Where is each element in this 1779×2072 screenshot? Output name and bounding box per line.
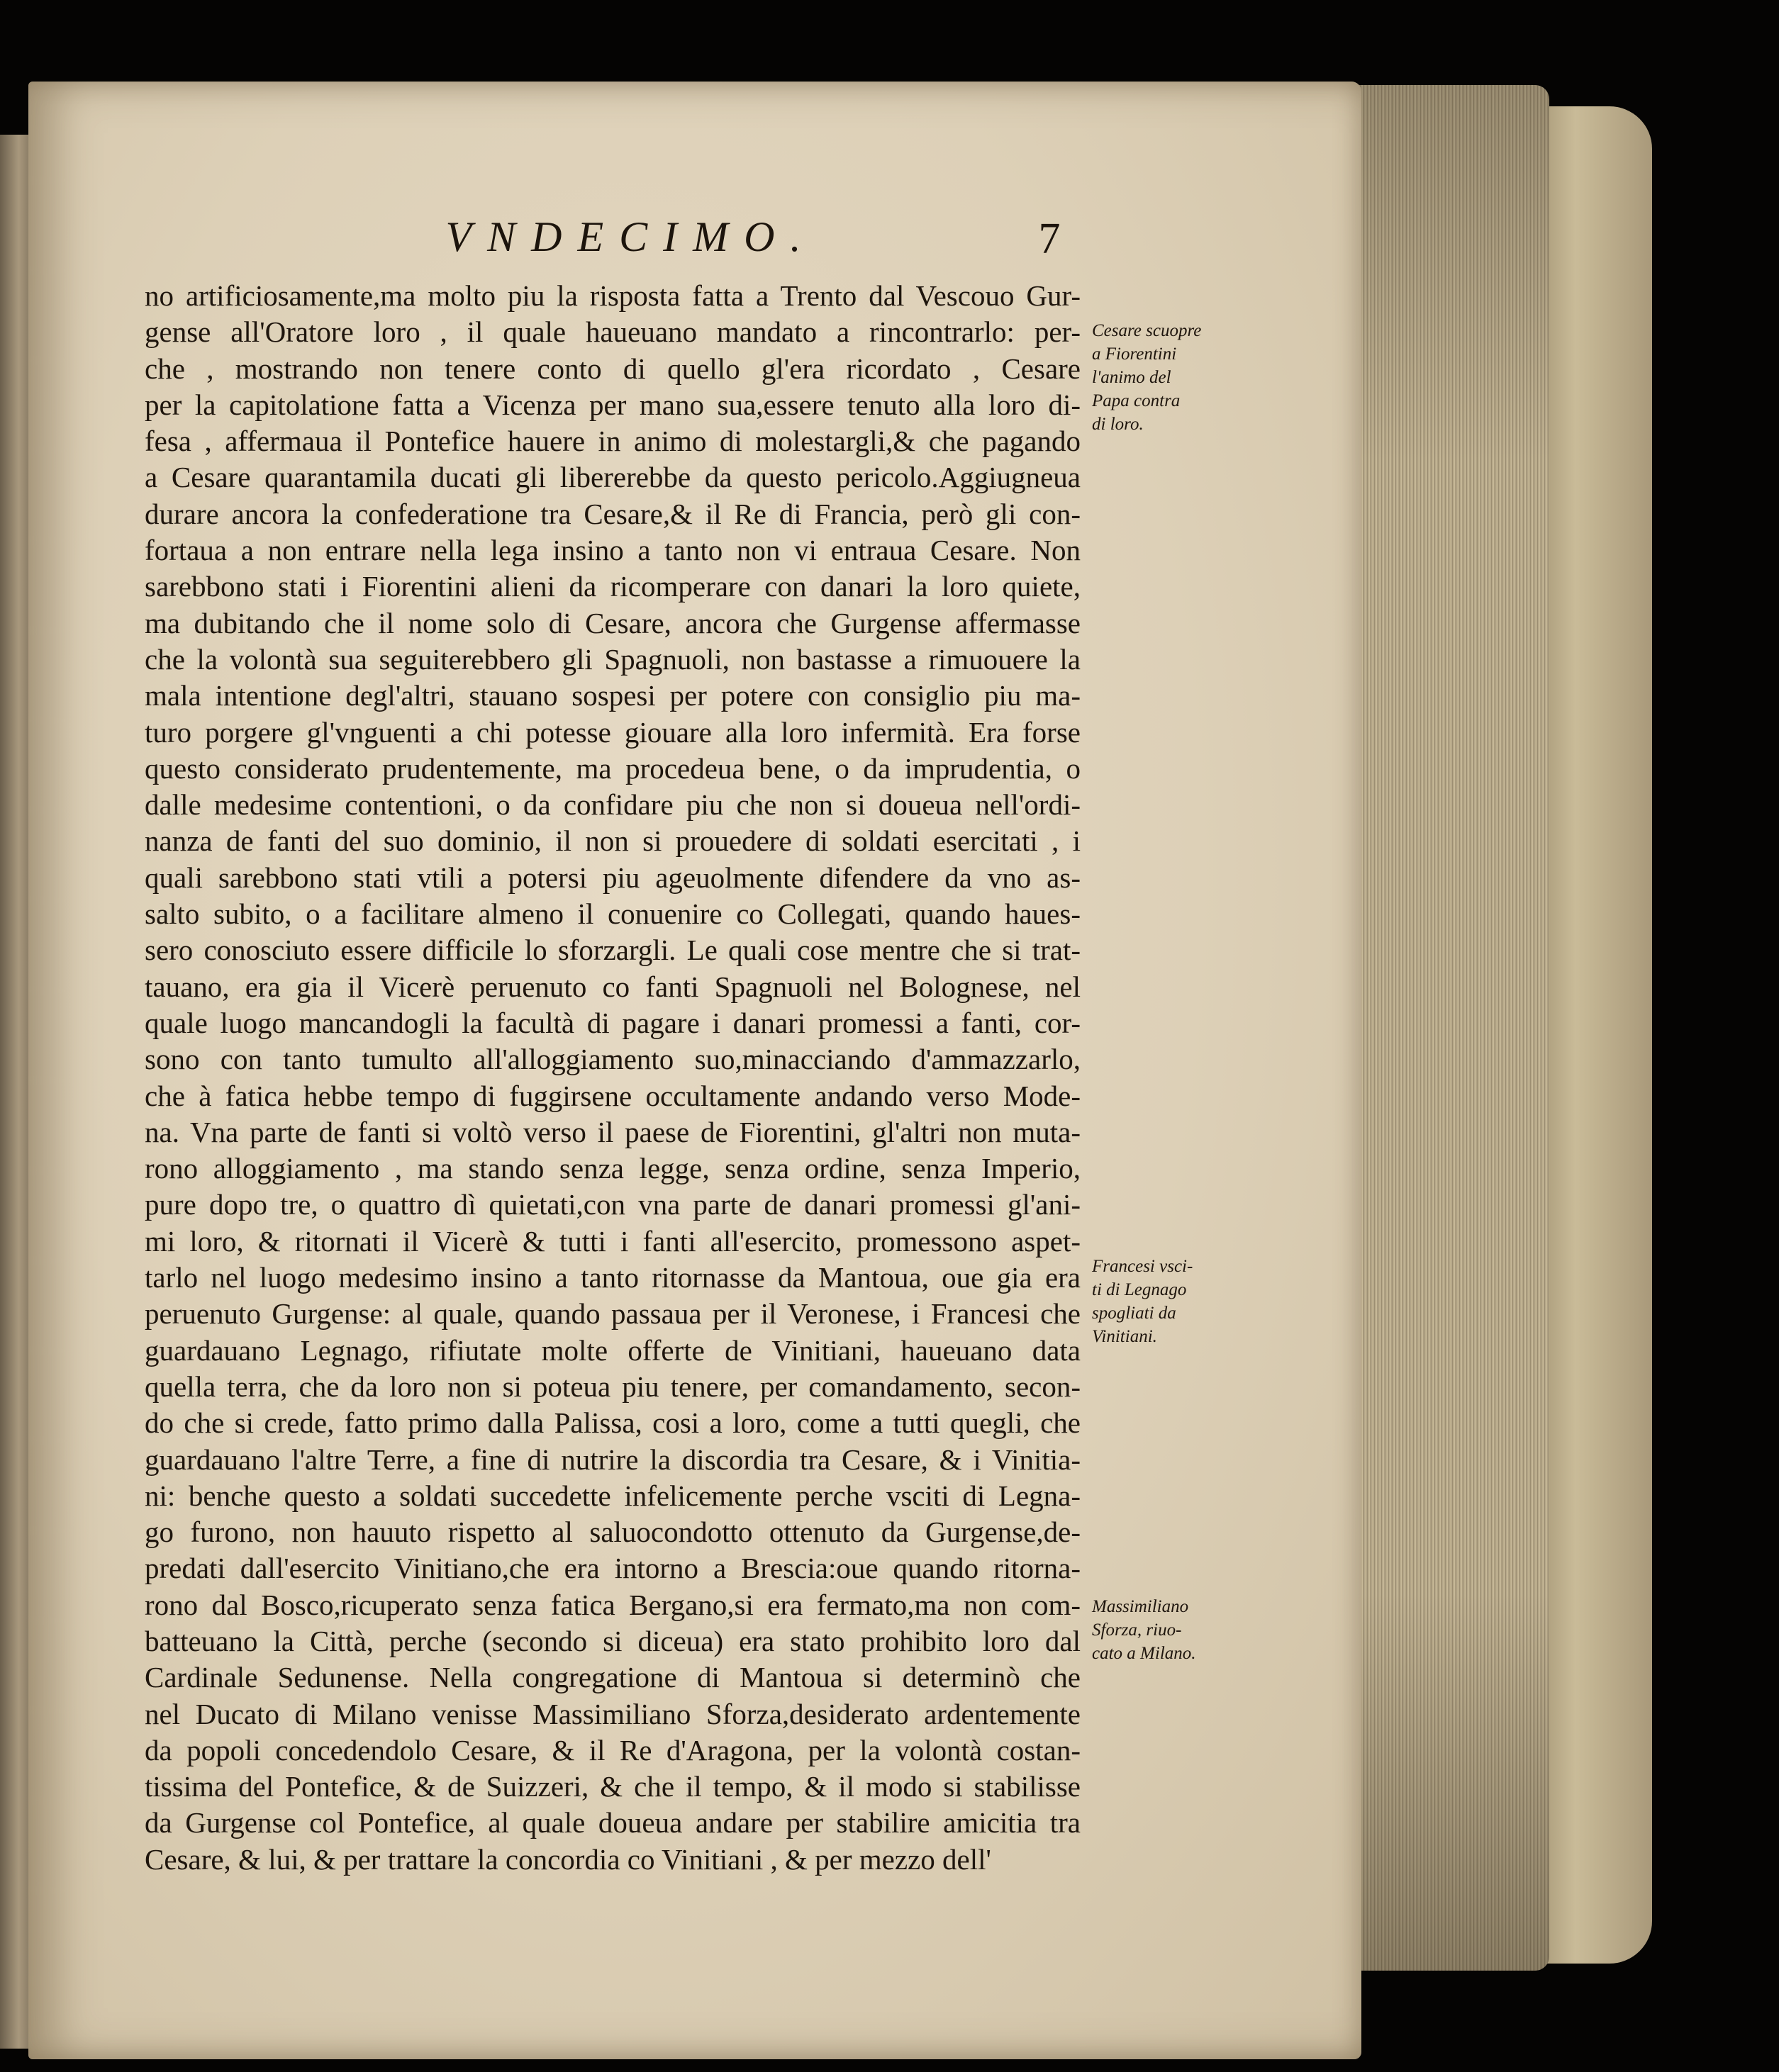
text-line: peruenuto Gurgense: al quale, quando passaua per il Veronese, i Francesi che (145, 1297, 1081, 1331)
note-line: cato a Milano. (1092, 1644, 1196, 1663)
text-line: fortaua a non entrare nella lega insino a tanto non vi entraua Cesare. Non (145, 534, 1081, 567)
text-line: ni: benche questo a soldati succedette infelicemente perche vsciti di Legna- (145, 1479, 1081, 1512)
text-line: tissima del Pontefice, & de Suizzeri, & che il tempo, & il modo si stabilisse (145, 1770, 1081, 1803)
page-number: 7 (1038, 215, 1061, 263)
text-line: ma dubitando che il nome solo di Cesare, ancora che Gurgense affermasse (145, 606, 1081, 639)
text-line: che la volontà sua seguiterebbero gli Spagnuoli, non bastasse a rimuouere la (145, 642, 1081, 676)
text-line: rono alloggiamento , ma stando senza legge, senza ordine, senza Imperio, (145, 1152, 1081, 1185)
text-line: tarlo nel luogo medesimo insino a tanto ritornasse da Mantoua, oue gia era (145, 1261, 1081, 1294)
text-line: batteuano la Città, perche (secondo si diceua) era stato prohibito loro dal (145, 1624, 1081, 1657)
text-line: guardauano l'altre Terre, a fine di nutrire la discordia tra Cesare, & i Vinitia- (145, 1443, 1081, 1476)
text-line: mala intentione degl'altri, stauano sospesi per potere con consiglio piu ma- (145, 679, 1081, 712)
text-line: gense all'Oratore loro , il quale haueuano mandato a rincontrarlo: per- (145, 315, 1081, 349)
note-line: a Fiorentini (1092, 345, 1177, 364)
text-line: che à fatica hebbe tempo di fuggirsene occultamente andando verso Mode- (145, 1079, 1081, 1112)
note-line: Papa contra (1092, 391, 1181, 410)
text-line: dalle medesime contentioni, o da confidare piu che non si doueua nell'ordi- (145, 788, 1081, 822)
note-line: l'animo del (1092, 368, 1171, 387)
text-line: quale luogo mancandogli la facultà di pagare i danari promessi a fanti, cor- (145, 1006, 1081, 1039)
text-line: per la capitolatione fatta a Vicenza per mano sua,essere tenuto alla loro di- (145, 388, 1081, 421)
marginal-note-1 (1092, 319, 1205, 436)
body-text (145, 278, 1081, 1878)
text-line: che , mostrando non tenere conto di quello gl'era ricordato , Cesare (145, 352, 1081, 385)
note-line: Sforza, riuo- (1092, 1620, 1182, 1640)
note-line: Massimiliano (1092, 1597, 1189, 1616)
running-head: VNDECIMO. (445, 213, 817, 260)
text-line: sarebbono stati i Fiorentini alieni da ricomperare con danari la loro quiete, (145, 570, 1081, 603)
text-line: nanza de fanti del suo dominio, il non si prouedere di soldati esercitati , i (145, 824, 1081, 858)
text-line: sono con tanto tumulto all'alloggiamento suo,minacciando d'ammazzarlo, (145, 1043, 1081, 1076)
text-line: no artificiosamente,ma molto piu la risposta fatta a Trento dal Vescouo Gur- (145, 279, 1081, 312)
text-line: do che si crede, fatto primo dalla Palissa, cosi a loro, come a tutti quegli, che (145, 1406, 1081, 1440)
text-line: pure dopo tre, o quattro dì quietati,con vna parte de danari promessi gl'ani- (145, 1188, 1081, 1221)
note-line: Francesi vsci- (1092, 1257, 1193, 1276)
text-line: Cesare, & lui, & per trattare la concordia co Vinitiani , & per mezzo dell' (145, 1842, 991, 1876)
text-line: sero conosciuto essere difficile lo sforzargli. Le quali cose mentre che si trat- (145, 934, 1081, 967)
note-line: di loro. (1092, 415, 1144, 434)
text-line: fesa , affermaua il Pontefice hauere in animo di molestargli,& che pagando (145, 425, 1081, 458)
text-line: predati dall'esercito Vinitiano,che era intorno a Brescia:oue quando ritorna- (145, 1552, 1081, 1585)
note-line: Vinitiani. (1092, 1327, 1157, 1346)
text-line: durare ancora la confederatione tra Cesare,& il Re di Francia, però gli con- (145, 497, 1081, 530)
text-line: da Gurgense col Pontefice, al quale doueua andare per stabilire amicitia tra (145, 1806, 1081, 1839)
note-line: Cesare scuopre (1092, 321, 1202, 340)
marginal-note-3 (1092, 1595, 1205, 1665)
text-line: turo porgere gl'vnguenti a chi potesse giouare alla loro infermità. Era forse (145, 715, 1081, 749)
text-line: guardauano Legnago, rifiutate molte offerte de Vinitiani, haueuano data (145, 1333, 1081, 1367)
text-line: quella terra, che da loro non si poteua piu tenere, per comandamento, secon- (145, 1370, 1081, 1403)
text-line: go furono, non hauuto rispetto al saluocondotto ottenuto da Gurgense,de- (145, 1516, 1081, 1549)
text-line: a Cesare quarantamila ducati gli libererebbe da questo pericolo.Aggiugneua (145, 461, 1081, 494)
note-line: spogliati da (1092, 1304, 1176, 1323)
text-line: na. Vna parte de fanti si voltò verso il paese de Fiorentini, gl'altri non muta- (145, 1115, 1081, 1148)
text-line: quali sarebbono stati vtili a potersi piu ageuolmente difendere da vno as- (145, 861, 1081, 894)
text-line: da popoli concedendolo Cesare, & il Re d'Aragona, per la volontà costan- (145, 1733, 1081, 1766)
text-line: mi loro, & ritornati il Vicerè & tutti i fanti all'esercito, promessono aspet- (145, 1224, 1081, 1258)
note-line: ti di Legnago (1092, 1280, 1187, 1299)
fore-edge-shading (1344, 85, 1549, 1971)
marginal-note-2 (1092, 1255, 1205, 1348)
text-line: Cardinale Sedunense. Nella congregatione di Mantoua si determinò che (145, 1661, 1081, 1694)
text-line: salto subito, o a facilitare almeno il conuenire co Collegati, quando haues- (145, 897, 1081, 931)
text-line: tauano, era gia il Vicerè peruenuto co fanti Spagnuoli nel Bolognese, nel (145, 970, 1081, 1003)
text-line: nel Ducato di Milano venisse Massimiliano Sforza,desiderato ardentemente (145, 1697, 1081, 1730)
text-line: rono dal Bosco,ricuperato senza fatica Bergano,si era fermato,ma non com- (145, 1588, 1081, 1621)
text-line: questo considerato prudentemente, ma procedeua bene, o da imprudentia, o (145, 751, 1081, 785)
